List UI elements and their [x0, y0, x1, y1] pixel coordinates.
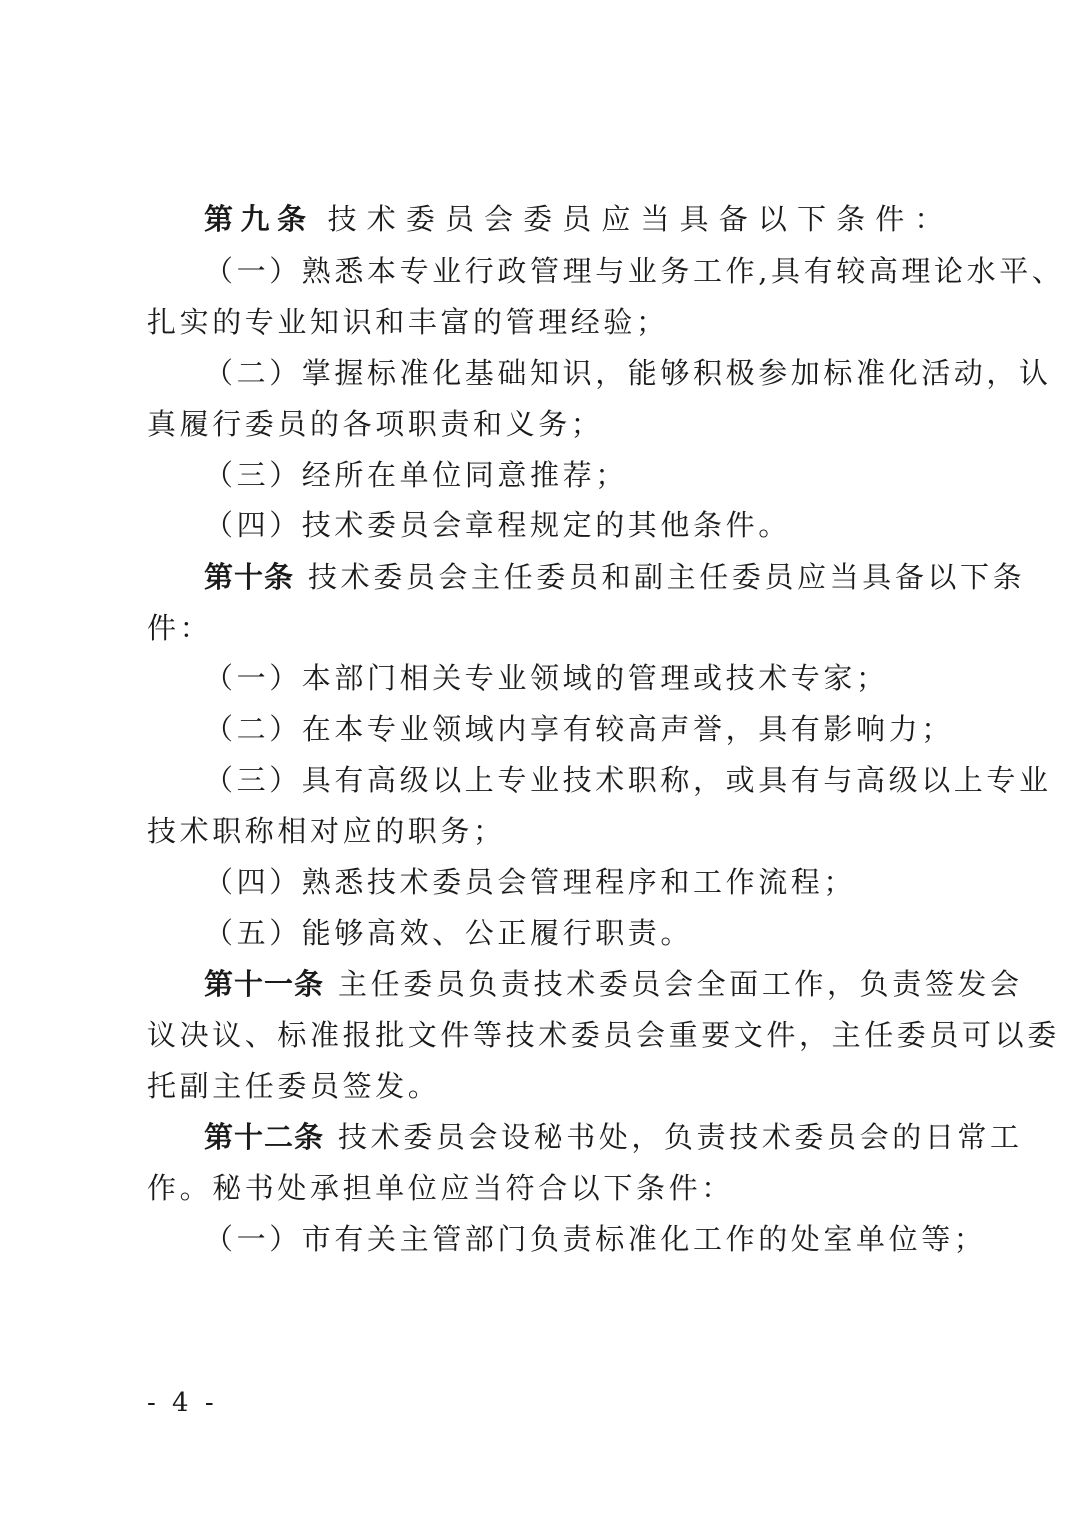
paragraph-line: （四）熟悉技术委员会管理程序和工作流程； — [204, 865, 857, 899]
paragraph-line: （三）具有高级以上专业技术职称，或具有与高级以上专业 — [204, 763, 1052, 797]
page-number: - 4 - — [147, 1388, 218, 1418]
paragraph-line: 作。秘书处承担单位应当符合以下条件： — [147, 1171, 734, 1205]
article-text: 技术委员会主任委员和副主任委员应当具备以下条 — [308, 560, 1026, 594]
paragraph-line: 技术职称相对应的职务； — [147, 814, 506, 848]
paragraph-line: （二）在本专业领域内享有较高声誉，具有影响力； — [204, 712, 954, 746]
article-heading: 第十条 — [204, 560, 295, 594]
paragraph-line: 议决议、标准报批文件等技术委员会重要文件，主任委员可以委 — [147, 1018, 1060, 1052]
article-11-line — [204, 959, 1023, 1009]
article-text: 技术委员会设秘书处，负责技术委员会的日常工 — [338, 1120, 1023, 1154]
article-12-line — [204, 1112, 1023, 1162]
paragraph-line: 扎实的专业知识和丰富的管理经验； — [147, 305, 669, 339]
paragraph-line: （五）能够高效、公正履行职责。 — [204, 916, 694, 950]
article-10-line — [204, 552, 1026, 602]
article-text: 技术委员会委员应当具备以下条件： — [327, 202, 947, 236]
paragraph-line: 托副主任委员签发。 — [147, 1069, 441, 1103]
paragraph-line: （一）市有关主管部门负责标准化工作的处室单位等； — [204, 1222, 987, 1256]
paragraph-line: （三）经所在单位同意推荐； — [204, 458, 628, 492]
paragraph-line: （四）技术委员会章程规定的其他条件。 — [204, 508, 791, 542]
paragraph-line: （一）熟悉本专业行政管理与业务工作,具有较高理论水平、 — [204, 254, 1065, 288]
paragraph-line: （二）掌握标准化基础知识，能够积极参加标准化活动，认 — [204, 356, 1052, 390]
article-heading: 第九条 — [204, 202, 314, 236]
article-9-line — [204, 194, 947, 244]
article-heading: 第十二条 — [204, 1120, 325, 1154]
article-text: 主任委员负责技术委员会全面工作，负责签发会 — [338, 967, 1023, 1001]
article-heading: 第十一条 — [204, 967, 325, 1001]
paragraph-line: 件： — [147, 611, 213, 645]
paragraph-line: （一）本部门相关专业领域的管理或技术专家； — [204, 661, 889, 695]
paragraph-line: 真履行委员的各项职责和义务； — [147, 407, 604, 441]
